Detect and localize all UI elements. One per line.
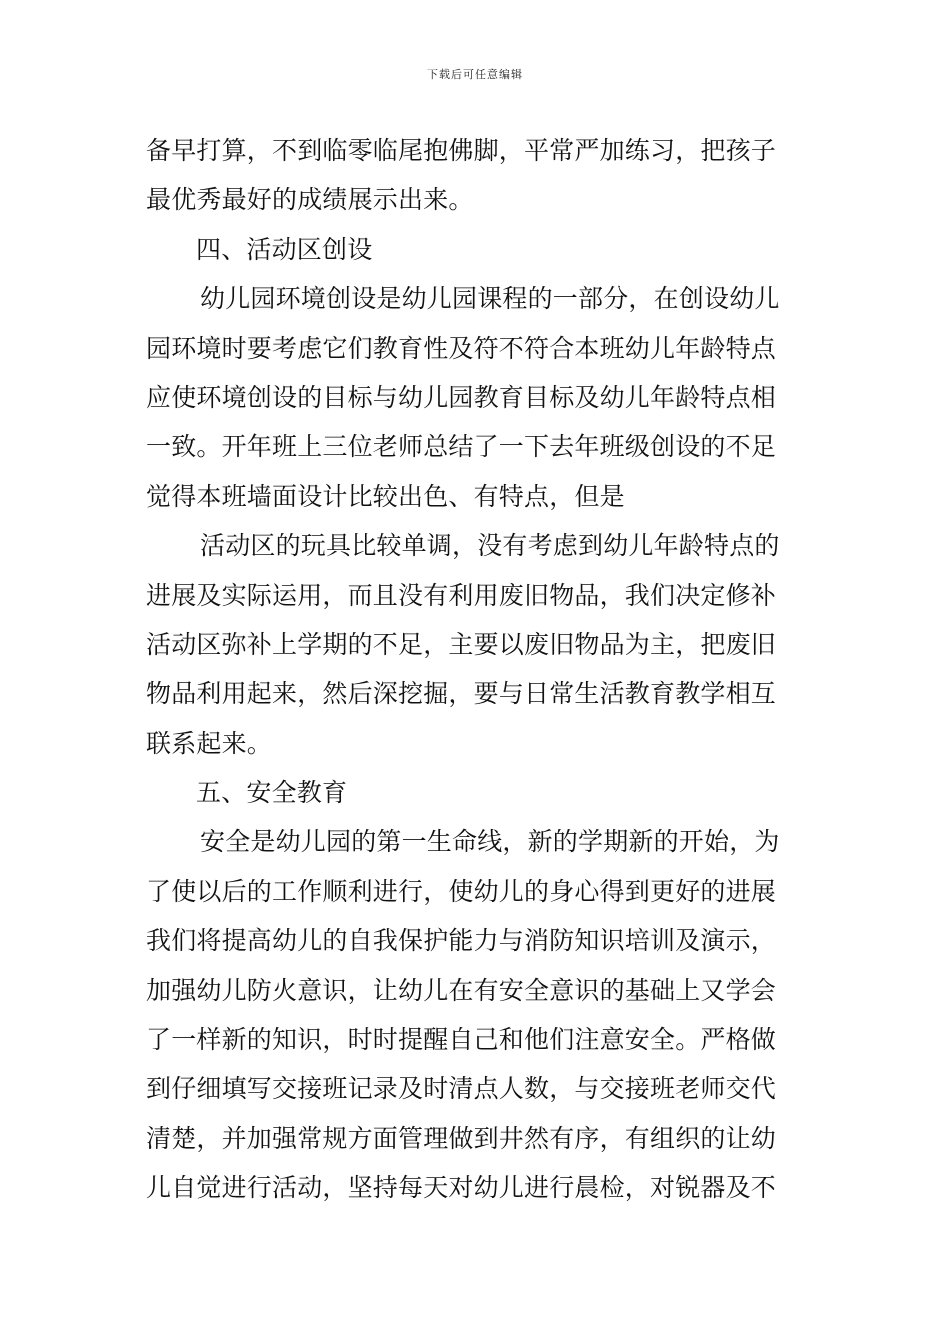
text-line: 儿自觉进行活动，坚持每天对幼儿进行晨检，对锐器及不 [146, 1173, 777, 1203]
text-line: 最优秀最好的成绩展示出来。 [146, 185, 474, 215]
text-line: 安全是幼儿园的第一生命线，新的学期新的开始，为 [200, 827, 780, 857]
text-line: 到仔细填写交接班记录及时清点人数，与交接班老师交代 [146, 1074, 777, 1104]
text-line: 加强幼儿防火意识，让幼儿在有安全意识的基础上又学会 [146, 975, 777, 1005]
page-header-note: 下载后可任意编辑 [427, 68, 523, 81]
text-line: 一致。开年班上三位老师总结了一下去年班级创设的不足 [146, 432, 777, 462]
section-heading-safety-education: 五、安全教育 [196, 778, 348, 808]
text-line: 了一样新的知识，时时提醒自己和他们注意安全。严格做 [146, 1025, 777, 1055]
text-line: 清楚，并加强常规方面管理做到井然有序，有组织的让幼 [146, 1123, 777, 1153]
document-body [146, 126, 810, 1213]
text-line: 园环境时要考虑它们教育性及符不符合本班幼儿年龄特点 [146, 333, 777, 363]
text-line: 了使以后的工作顺利进行，使幼儿的身心得到更好的进展 [146, 876, 777, 906]
text-line: 活动区弥补上学期的不足，主要以废旧物品为主，把废旧 [146, 629, 777, 659]
text-line: 备早打算，不到临零临尾抱佛脚，平常严加练习，把孩子 [146, 136, 777, 165]
text-line: 我们将提高幼儿的自我保护能力与消防知识培训及演示， [146, 926, 777, 956]
text-line: 活动区的玩具比较单调，没有考虑到幼儿年龄特点的 [200, 531, 780, 561]
text-line: 物品利用起来，然后深挖掘，要与日常生活教育教学相互 [146, 679, 777, 709]
text-line: 觉得本班墙面设计比较出色、有特点，但是 [146, 481, 625, 511]
text-line: 联系起来。 [146, 728, 273, 758]
text-line: 进展及实际运用，而且没有利用废旧物品，我们决定修补 [146, 580, 777, 610]
text-line: 幼儿园环境创设是幼儿园课程的一部分，在创设幼儿 [200, 284, 780, 314]
text-line: 应使环境创设的目标与幼儿园教育目标及幼儿年龄特点相 [146, 382, 777, 412]
section-heading-activity-area: 四、活动区创设 [196, 234, 373, 264]
